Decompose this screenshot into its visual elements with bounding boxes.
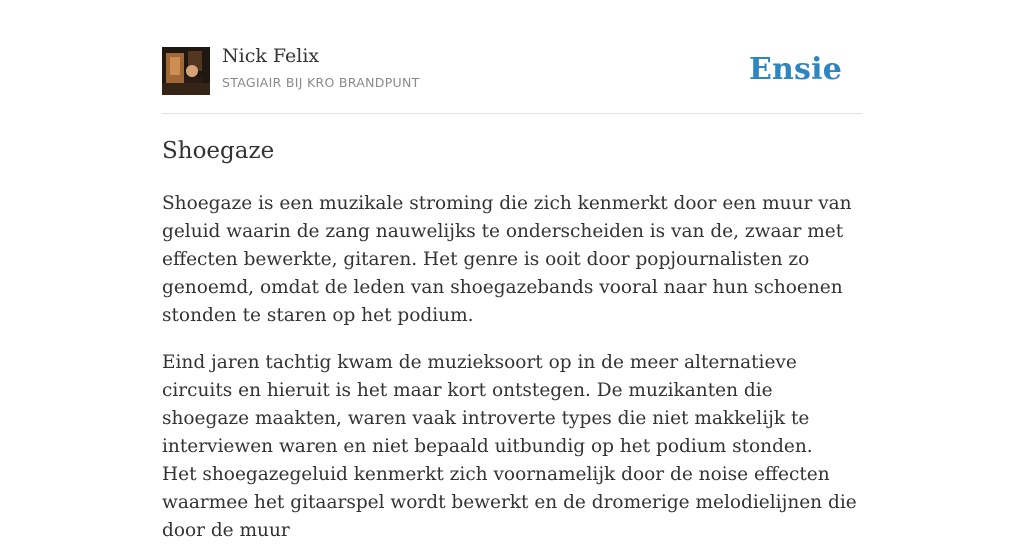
article-paragraph: Eind jaren tachtig kwam de muzieksoort op in de meer alternatieve circuits en hieruit is het maar kort ontstegen. De muzikanten die shoegaze maakten, waren vaak introverte types die niet makkelijk te interviewen waren en niet bepaald uitbundig op het podium stonden. (162, 352, 813, 457)
article-header (162, 0, 862, 114)
article-title: Shoegaze (162, 138, 275, 164)
article-paragraph: Het shoegazegeluid kenmerkt zich voornamelijk door de noise effecten waarmee het gitaarspel wordt bewerkt en de dromerige melodielijnen die door de muur (162, 464, 857, 541)
author-role: STAGIAIR BIJ KRO BRANDPUNT (222, 75, 420, 90)
avatar-photo-icon (162, 47, 210, 95)
author-name[interactable]: Nick Felix (222, 45, 320, 67)
article-paragraph: Shoegaze is een muzikale stroming die zich kenmerkt door een muur van geluid waarin de zang nauwelijks te onderscheiden is van de, zwaar met effecten bewerkte, gitaren. Het genre is ooit door popjournalisten zo genoemd, omdat de leden van shoegazebands vooral naar hun schoenen stonden te staren op het podium. (162, 193, 852, 326)
brand-logo[interactable]: Ensie (748, 52, 842, 87)
article-body (162, 190, 862, 545)
avatar[interactable] (162, 47, 210, 95)
article-container (162, 0, 862, 541)
